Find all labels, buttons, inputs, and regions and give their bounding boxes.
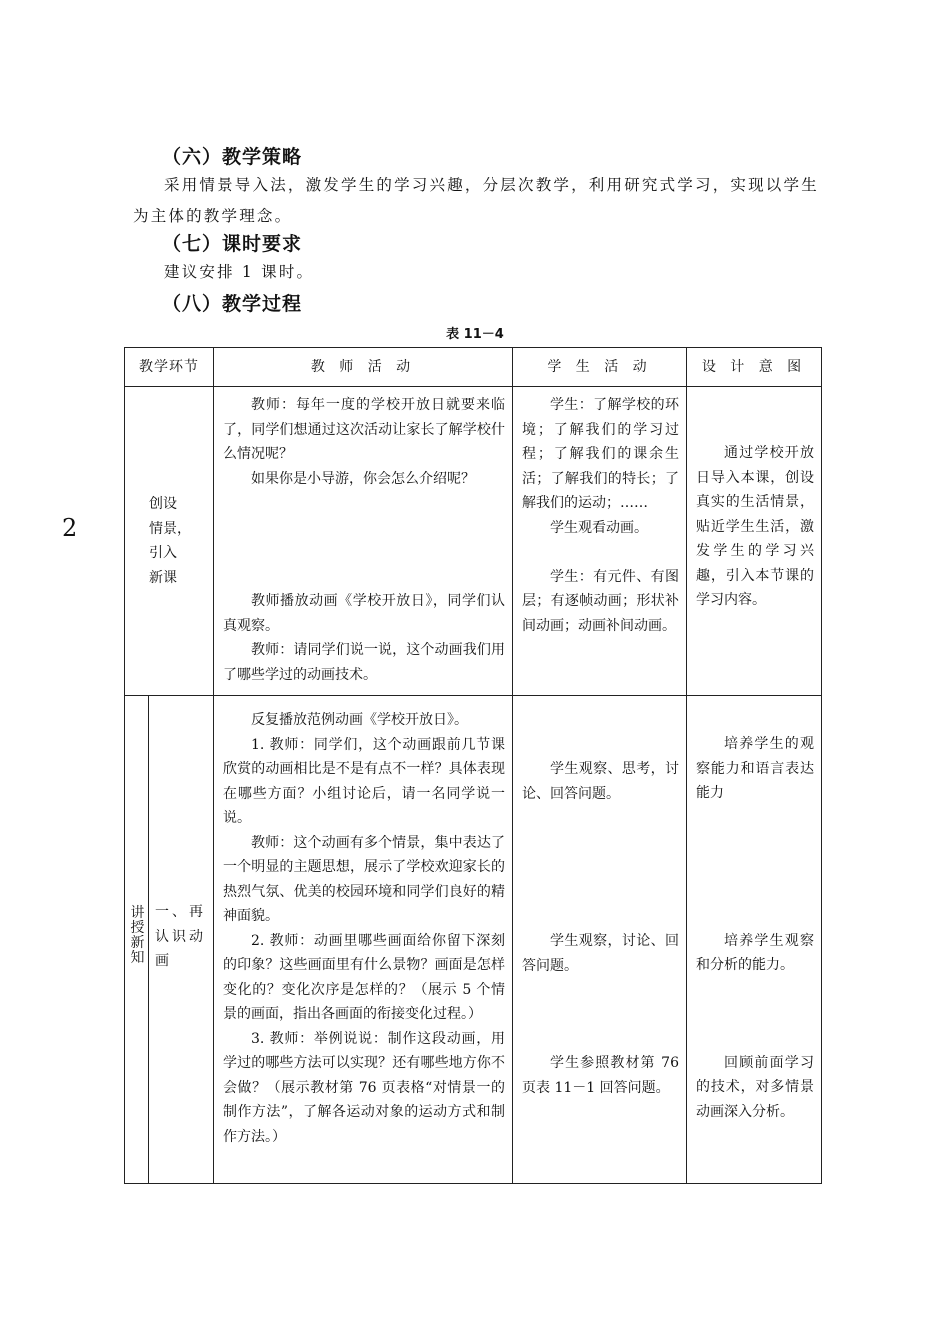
teacher-paragraph: 教师：每年一度的学校开放日就要来临了，同学们想通过这次活动让家长了解学校什么情况呢？ bbox=[223, 397, 505, 462]
teacher-paragraph: 反复播放范例动画《学校开放日》。 bbox=[251, 712, 468, 728]
design-paragraph: 通过学校开放日导入本课，创设真实的生活情景，贴近学生生活，激发学生的学习兴趣，引入本节课的学习内容。 bbox=[696, 445, 814, 608]
stage-intro-line: 情景， bbox=[149, 520, 191, 537]
design-intent-cell bbox=[687, 696, 822, 1184]
student-activity-cell bbox=[513, 696, 687, 1184]
heading-teaching-strategy: （六）教学策略 bbox=[162, 146, 303, 168]
teacher-paragraph: 教师播放动画《学校开放日》，同学们认真观察。 bbox=[223, 593, 505, 634]
stage-intro-line: 新课 bbox=[149, 569, 177, 586]
stage-intro-line: 引入 bbox=[149, 545, 177, 561]
teacher-activity-cell bbox=[214, 696, 513, 1184]
heading-class-hours: （七）课时要求 bbox=[162, 233, 303, 255]
teacher-activity-cell bbox=[214, 387, 513, 696]
teaching-strategy-text: 采用情景导入法，激发学生的学习兴趣，分层次教学，利用研究式学习，实现以学生为主体的教学理念。 bbox=[133, 176, 819, 225]
class-hours-text: 建议安排 1 课时。 bbox=[164, 263, 315, 281]
table-header-row bbox=[125, 348, 822, 387]
header-teacher-activity: 教 师 活 动 bbox=[214, 348, 513, 387]
teaching-process-table bbox=[124, 347, 822, 1184]
stage-intro-line: 创设 bbox=[149, 496, 177, 512]
table-caption: 表 11－4 bbox=[446, 327, 504, 342]
stage-intro-cell bbox=[125, 387, 214, 696]
design-intent-cell bbox=[687, 387, 822, 696]
student-paragraph: 学生观察，讨论、回答问题。 bbox=[522, 933, 679, 974]
student-activity-cell bbox=[513, 387, 687, 696]
header-stage: 教学环节 bbox=[125, 348, 214, 387]
header-student-activity: 学 生 活 动 bbox=[513, 348, 687, 387]
table-row bbox=[125, 387, 822, 696]
teacher-paragraph: 如果你是小导游，你会怎么介绍呢？ bbox=[251, 470, 475, 487]
student-paragraph: 学生：了解学校的环境；了解我们的学习过程；了解我们的课余生活；了解我们的特长；了解我们的运动；…… bbox=[522, 397, 679, 511]
stage-teach-new: 讲授新知 bbox=[130, 905, 145, 966]
design-paragraph: 培养学生观察和分析的能力。 bbox=[696, 932, 814, 973]
header-design-intent: 设 计 意 图 bbox=[687, 348, 822, 387]
teacher-paragraph: 1. 教师：同学们，这个动画跟前几节课欣赏的动画相比是不是有点不一样？具体表现在哪些方面？小组讨论后，请一名同学说一说。 bbox=[223, 736, 505, 826]
student-paragraph: 学生观看动画。 bbox=[550, 519, 648, 536]
page-number: 2 bbox=[62, 514, 78, 542]
stage-teach-new-cell bbox=[125, 696, 149, 1184]
design-paragraph: 回顾前面学习的技术，对多情景动画深入分析。 bbox=[696, 1054, 814, 1120]
student-paragraph: 学生参照教材第 76 页表 11－1 回答问题。 bbox=[522, 1055, 679, 1096]
design-paragraph: 培养学生的观察能力和语言表达能力 bbox=[696, 736, 814, 801]
teacher-paragraph: 3. 教师：举例说说：制作这段动画，用学过的哪些方法可以实现？还有哪些地方你不会做？（展示教材第 76 页表格“对情景一的制作方法”，了解各运动对象的运动方式和制作方法。） bbox=[223, 1030, 505, 1145]
sub-stage-text: 一、再认识动画 bbox=[155, 904, 206, 969]
student-paragraph: 学生：有元件、有图层；有逐帧动画；形状补间动画；动画补间动画。 bbox=[522, 568, 679, 634]
teacher-paragraph: 教师：请同学们说一说，这个动画我们用了哪些学过的动画技术。 bbox=[223, 642, 505, 683]
student-paragraph: 学生观察、思考，讨论、回答问题。 bbox=[522, 761, 679, 802]
teacher-paragraph: 2. 教师：动画里哪些画面给你留下深刻的印象？这些画面里有什么景物？画面是怎样变化的？变化次序是怎样的？（展示 5 个情景的画面，指出各画面的衔接变化过程。） bbox=[223, 932, 505, 1022]
table-row bbox=[125, 696, 822, 1184]
heading-teaching-process: （八）教学过程 bbox=[162, 293, 303, 315]
teacher-paragraph: 教师：这个动画有多个情景，集中表达了一个明显的主题思想，展示了学校欢迎家长的热烈气氛、优美的校园环境和同学们良好的精神面貌。 bbox=[223, 834, 505, 924]
sub-stage-cell bbox=[149, 696, 214, 1184]
